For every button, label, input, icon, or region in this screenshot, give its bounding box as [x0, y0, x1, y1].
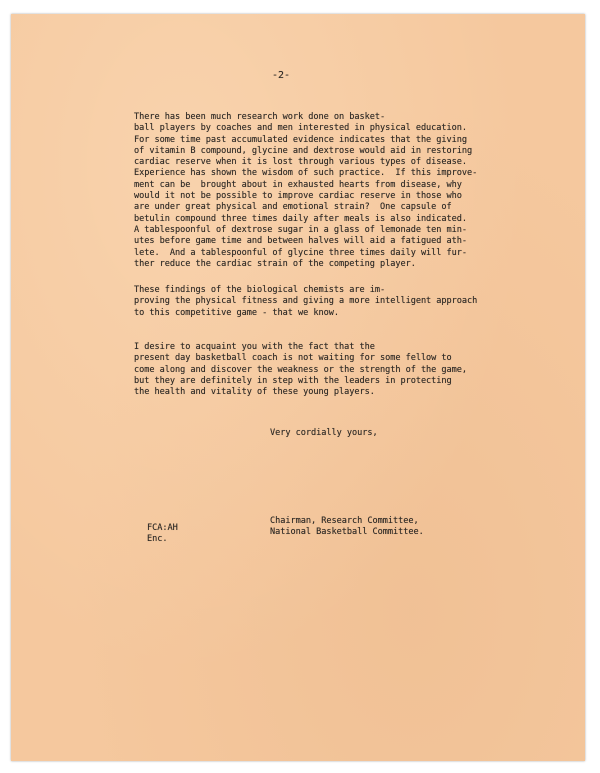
- body-paragraph-coach: I desire to acquaint you with the fact that the present day basketball coach is not waiting for some fellow to come along and discover the weakness or the strength of the game, but they are definitely in step with the leaders in protecting the health and vitality of these young players.: [134, 342, 468, 398]
- complimentary-close: Very cordially yours,: [270, 428, 378, 438]
- body-paragraph-findings: These findings of the biological chemists are im- proving the physical fitness and giving a more intelligent approach to this competitive game - that we know.: [134, 285, 478, 318]
- enclosure-notation: Enc.: [147, 534, 168, 544]
- page-number: -2-: [272, 70, 290, 81]
- body-paragraph-research: There has been much research work done on basket- ball players by coaches and men interested in physical education. For some time past accumulated evidence indicates that the giving of vitamin B compound, glycine and dextrose would aid in restoring cardiac reserve when it is lost through various types of disease. Experience has shown the wisdom of such practice. If this improve- ment can be brought about in exhausted hearts from disease, why would it not be possible to improve cardiac reserve in those who are under great physical and emotional strain? One capsule of betulin compound three times daily after meals is also indicated. A tablespoonful of dextrose sugar in a glass of lemonade ten min- utes before game time and between halves will aid a fatigued ath- lete. And a tablespoonful of glycine three times daily will fur- ther reduce the cardiac strain of the competing player.: [134, 112, 478, 269]
- reference-initials: FCA:AH: [147, 523, 178, 533]
- signature-block: Chairman, Research Committee, National Basketball Committee.: [270, 516, 424, 538]
